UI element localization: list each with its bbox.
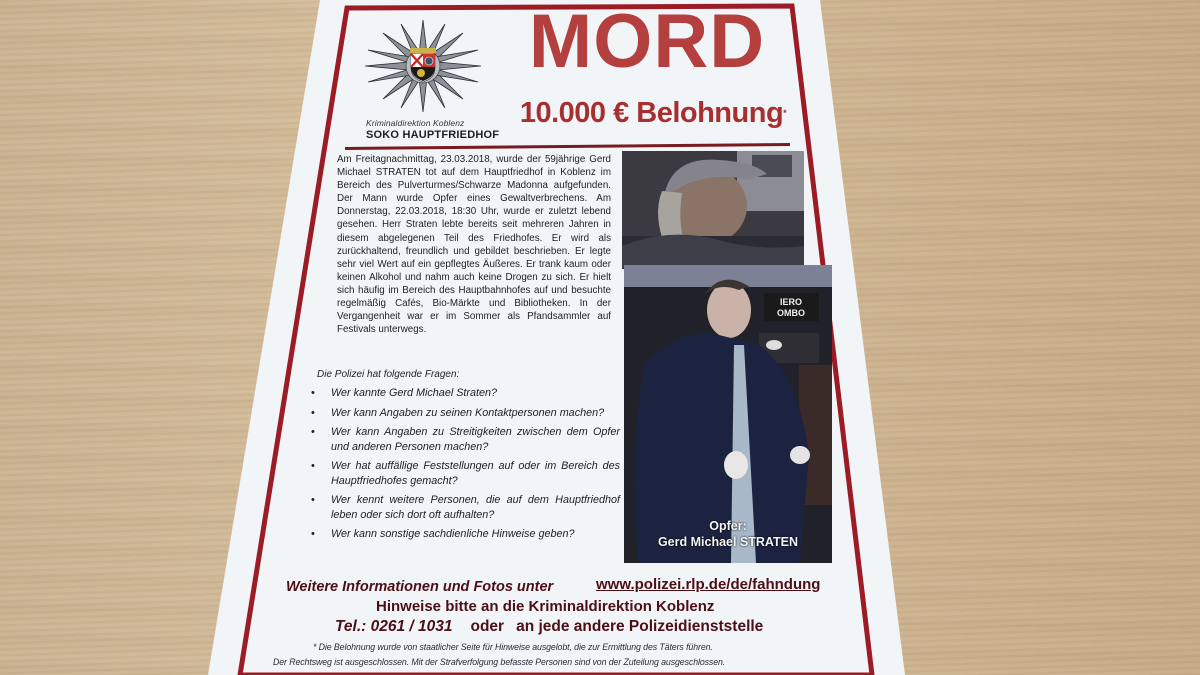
victim-photo-top-image	[622, 151, 804, 269]
fahndung-link[interactable]: www.polizei.rlp.de/de/fahndung	[596, 576, 821, 593]
headline: MORD	[528, 0, 766, 84]
question-item: • Wer kann Angaben zu Streitigkeiten zwischen dem Opfer und anderen Personen machen?	[293, 425, 620, 454]
reward-marker: *	[783, 108, 787, 118]
police-star-icon	[362, 18, 484, 114]
contact-or: oder	[470, 618, 505, 635]
phone-number: Tel.: 0261 / 1031	[335, 618, 453, 635]
unit-name: SOKO HAUPTFRIEDHOF	[366, 129, 500, 141]
tips-line: Hinweise bitte an die Kriminaldirektion Koblenz	[376, 598, 715, 615]
victim-photo-top	[622, 151, 804, 269]
question-item: • Wer kennt weitere Personen, die auf dem Hauptfriedhof leben oder sich dort oft aufhalten?	[293, 493, 620, 522]
question-item: • Wer kann sonstige sachdienliche Hinweise geben?	[293, 527, 620, 542]
reward-text: 10.000 € Belohnung	[519, 97, 784, 129]
question-item: • Wer kannte Gerd Michael Straten?	[293, 386, 620, 401]
photo-caption-label: Opfer:	[709, 519, 747, 533]
questions-list	[293, 386, 620, 547]
header-divider	[345, 143, 790, 150]
more-info-text: Weitere Informationen und Fotos unter	[286, 579, 554, 595]
photo-caption-name: Gerd Michael STRATEN	[657, 535, 799, 549]
svg-text:OMBO: OMBO	[777, 308, 805, 318]
legal-disclaimer: Der Rechtsweg ist ausgeschlossen. Mit der Strafverfolgung befasste Personen sind von der Zuteilung ausgeschlossen.	[273, 657, 726, 667]
reward-disclaimer: * Die Belohnung wurde von staatlicher Seite für Hinweise ausgelobt, die zur Ermittlung des Täters führen.	[313, 642, 713, 652]
svg-text:IERO: IERO	[779, 297, 803, 307]
photo-caption	[628, 518, 828, 550]
question-item: • Wer hat auffällige Feststellungen auf oder im Bereich des Hauptfriedhofes gemacht?	[293, 459, 620, 488]
contact-alternative: an jede andere Polizeidienststelle	[516, 618, 764, 635]
agency-name: Kriminaldirektion Koblenz	[366, 118, 465, 128]
case-description	[337, 153, 611, 336]
contact-line	[335, 618, 763, 636]
questions-intro: Die Polizei hat folgende Fragen:	[317, 369, 460, 380]
case-description-text: Am Freitagnachmittag, 23.03.2018, wurde der 59jährige Gerd Michael STRATEN tot auf dem Hauptfriedhof in Koblenz im Bereich des Pulverturmes/Schwarze Madonna aufgefunden. Der Mann wurde Opfer eines Gewaltverbrechens. Am Donnerstag, 22.03.2018, 18:30 Uhr, wurde er zuletzt lebend gesehen. Herr Straten lebte bereits seit mehreren Jahren in diesem abgelegenen Teil des Friedhofes. Er wird als zurückhaltend, freundlich und gebildet beschrieben. Er legte sehr viel Wert auf ein gepflegtes Äußeres. Er trank kaum oder keinen Alkohol und nahm auch keine Drogen zu sich. Er hielt sich häufig im Bereich des Hauptbahnhofes auf und besuchte regelmäßig Cafés, Bio-Märkte und Bibliotheken. In der Vergangenheit war er im Sommer als Pfandsammler auf Festivals unterwegs.	[337, 154, 611, 336]
question-item: • Wer kann Angaben zu seinen Kontaktpersonen machen?	[293, 406, 620, 421]
reward	[513, 96, 793, 130]
